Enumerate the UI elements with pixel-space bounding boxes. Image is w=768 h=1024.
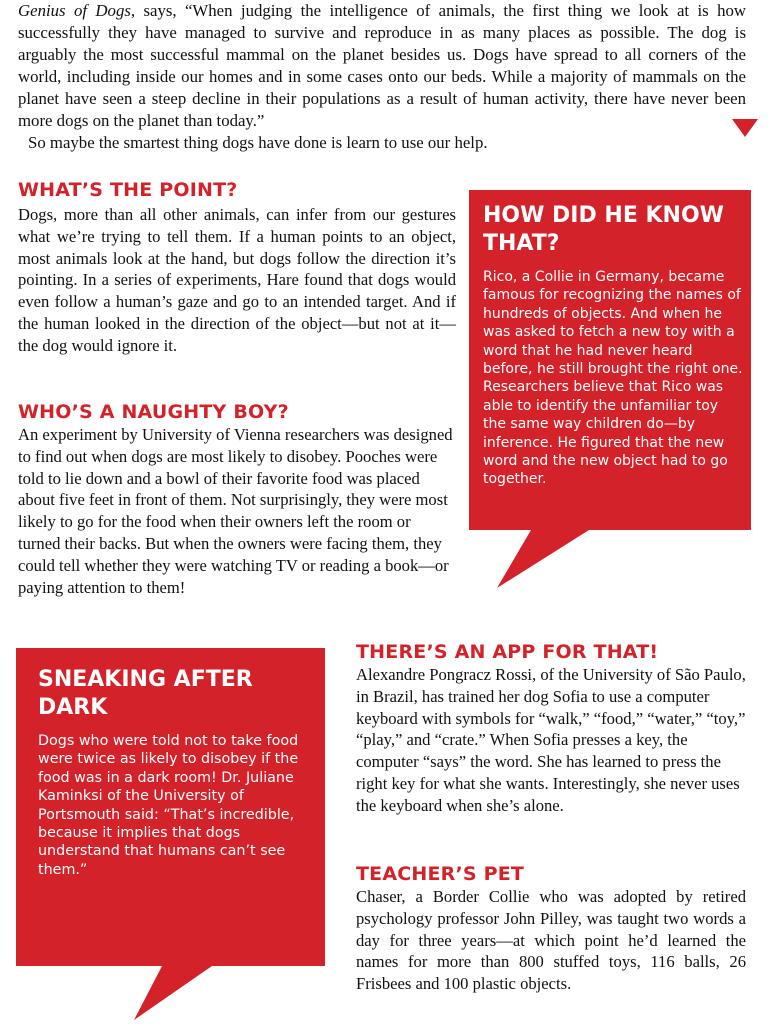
section-body: Dogs, more than all other animals, can infer from our gestures what we’re trying to tell them. If a human points to an object, most animals look at the hand, but dogs follow the direction it’s pointing. In a series of experiments, Hare found that dogs would even follow a human’s gaze and go to an intended target. And if the human looked in the direction of the object—but not at it—the dog would ignore it. <box>18 205 456 355</box>
callout-how-did-he-know <box>483 202 745 489</box>
continue-arrow-icon <box>732 119 758 137</box>
book-title: Genius of Dogs <box>18 1 131 20</box>
section-heading: THERE’S AN APP FOR THAT! <box>356 641 659 663</box>
intro-quote-text: , says, “When judging the intelligence of animals, the first thing we look at is how successfully they have managed to survive and reproduce in as many places as possible. The dog is arguably the most successful mammal on the planet besides us. Dogs have spread to all corners of the world, including inside our homes and in some cases onto our beds. While a majority of mammals on the planet have seen a steep decline in their populations as a result of human activity, there have never been more dogs on the planet than today.” <box>18 1 746 130</box>
section-heading: WHO’S A NAUGHTY BOY? <box>18 401 289 423</box>
section-body: Alexandre Pongracz Rossi, of the University of São Paulo, in Brazil, has trained her dog Sofia to use a computer keyboard with symbols for “walk,” “food,” “water,” “toy,” “play,” and “crate.” When Sofia presses a key, the computer “says” the word. She has learned to press the right key for what she wants. Interestingly, she never uses the keyboard when she’s alone. <box>356 665 746 815</box>
section-heading: TEACHER’S PET <box>356 863 525 885</box>
callout-heading: HOW DID HE KNOW THAT? <box>483 203 724 256</box>
callout-sneaking-after-dark <box>38 666 308 879</box>
intro-paragraph <box>18 0 746 154</box>
section-teachers-pet <box>356 862 746 995</box>
section-heading: WHAT’S THE POINT? <box>18 179 238 201</box>
section-app-for-that <box>356 640 748 817</box>
intro-closing: So maybe the smartest thing dogs have done is learn to use our help. <box>28 133 488 152</box>
callout-body: Rico, a Collie in Germany, became famous for recognizing the names of hundreds of objects. And when he was asked to fetch a new toy with a word that he had never heard before, he still brought the right one. Researchers believe that Rico was able to identify the unfamiliar toy the same way children do—by inference. He figured that the new word and the new object had to go together. <box>483 269 743 488</box>
section-naughty-boy <box>18 400 454 598</box>
callout-body: Dogs who were told not to take food were twice as likely to disobey if the food was in a dark room! Dr. Juliane Kaminksi of the University of Portsmouth said: “That’s incredible, because it implies that dogs understand that humans can’t see them.” <box>38 733 299 878</box>
callout-heading: SNEAKING AFTER DARK <box>38 667 253 720</box>
section-body: Chaser, a Border Collie who was adopted by retired psychology professor John Pilley, was taught two words a day for three years—at which point he’d learned the names for more than 800 stuffed toys, 116 balls, 26 Frisbees and 100 plastic objects. <box>356 887 746 994</box>
section-body: An experiment by University of Vienna researchers was designed to find out when dogs are most likely to disobey. Pooches were told to lie down and a bowl of their favorite food was placed about five feet in front of them. Not surprisingly, they were most likely to go for the food when their owners left the room or turned their backs. But when the owners were facing them, they could tell whether they were watching TV or reading a book—or paying attention to them! <box>18 425 453 597</box>
intro-quote <box>18 0 746 132</box>
section-whats-the-point <box>18 178 456 357</box>
